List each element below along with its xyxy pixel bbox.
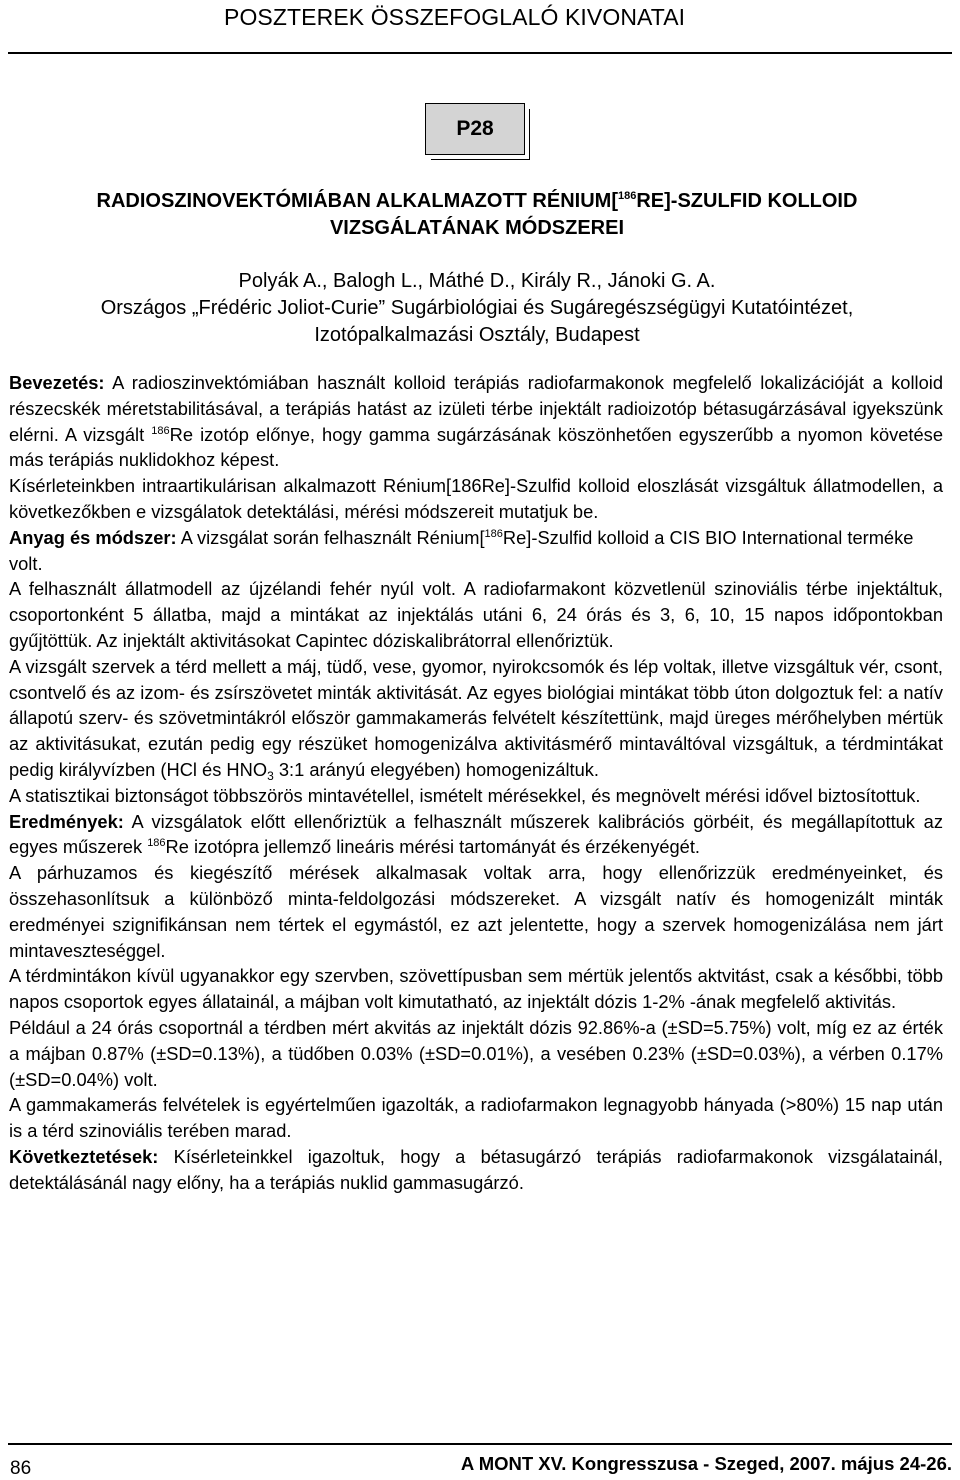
footer-divider: [8, 1443, 952, 1445]
conclusion-heading: Következtetések:: [9, 1145, 159, 1167]
page-number: 86: [10, 1458, 32, 1479]
results-text-a: A vizsgálatok előtt ellenőriztük a felhasznált műszerek kalibrációs görbéit, és megállapítottuk az egyes műszerek: [9, 810, 943, 858]
methods-p3-text-a: A vizsgált szervek a térd mellett a máj, tüdő, vese, gyomor, nyirokcsomók és lép voltak, illetve vizsgáltuk vér, csont, csontvelő és az izom- és zsírszövetet minták aktivitását. Az egyes biológiai mintákat több úton dolgoztuk fel: a natív állapotú szerv- és szövetmintákról először gammakamerás felvételt készítettünk, majd üreges mérőhelyben mértük az aktivitásukat, ezután pedig egy részüket homogenizálva aktivitásmérő mintaváltóval vizsgáltuk, a térdmintákat pedig királyvízben (HCl és HNO: [9, 655, 943, 780]
poster-id-box: [425, 103, 525, 155]
results-paragraph: [9, 809, 943, 861]
conclusion-paragraph: [9, 1144, 943, 1196]
results-paragraph-2: A párhuzamos és kiegészítő mérések alkalmasak voltak arra, hogy ellenőrizzük eredményeinket, és összehasonlítsuk a különböző minta-feldolgozási módszereket. A vizsgált natív és homogenizált minták eredményei szignifikánsan nem tértek el egymástól, ez azt jelentette, hogy a szervek homogenizálása nem járt mintaveszteséggel.: [9, 862, 943, 961]
poster-id-label: P28: [456, 117, 494, 140]
title-line-1-start: RADIOSZINOVEKTÓMIÁBAN ALKALMAZOTT RÉNIUM[: [96, 190, 618, 212]
results-heading: Eredmények:: [9, 810, 124, 832]
intro-paragraph: [9, 370, 943, 473]
results-paragraph-5: A gammakamerás felvételek is egyértelműen igazolták, a radiofarmakon legnagyobb hányada (>80%) 15 nap után is a térd szinoviális terében marad.: [9, 1094, 943, 1142]
results-paragraph-4: Például a 24 órás csoportnál a térdben mért akvitás az injektált dózis 92.86%-a (±SD=5.75%) volt, míg ez az érték a májban 0.87% (±SD=0.13%), a tüdőben 0.03% (±SD=0.01%), a vesében 0.23% (±SD=0.03%), a vérben 0.17% (±SD=0.04%) volt.: [9, 1016, 943, 1090]
abstract-title: [0, 188, 954, 242]
intro-text-b: Re izotóp előnye, hogy gamma sugárzásának köszönhetően egyszerűbb a nyomon követése más terápiás nuklidokhoz képest.: [9, 423, 943, 471]
intro-text-a: A radioszinvektómiában használt kolloid terápiás radiofarmakonok megfelelő lokalizációját a kolloid részecskék méretstabilitásával, a terápiás hatást az izületi térbe injektált radioizotóp bétasugárzásával igyekszünk elérni. A vizsgált: [9, 372, 943, 445]
nitric-acid-subscript: 3: [267, 768, 274, 783]
title-line-1-end: RE]-SZULFID KOLLOID: [636, 190, 858, 212]
author-block: [0, 268, 954, 349]
intro-heading: Bevezetés:: [9, 372, 105, 393]
footer-meeting-info: A MONT XV. Kongresszusa - Szeged, 2007. május 24-26.: [460, 1453, 952, 1474]
intro-isotope-mass: 186: [151, 424, 170, 437]
results-isotope-mass: 186: [147, 837, 166, 850]
methods-isotope-mass: 186: [484, 527, 503, 540]
title-line-1: [0, 188, 954, 215]
methods-paragraph-3: [9, 654, 943, 783]
results-paragraph-3: A térdmintákon kívül ugyanakkor egy szervben, szövettípusban sem mértük jelentős aktvitást, csak a későbbi, több napos csoportok egyes állatainál, a májban volt kimutatható, az injektált dózis 1-2% -ának megfelelő aktivitás.: [9, 965, 943, 1013]
author-names: Polyák A., Balogh L., Máthé D., Király R., Jánoki G. A.: [238, 270, 716, 292]
title-line-2: VIZSGÁLATÁNAK MÓDSZEREI: [329, 217, 625, 239]
methods-paragraph-4: A statisztikai biztonságot többszörös mintavétellel, ismételt mérésekkel, és megnövelt mérési idővel biztosítottuk.: [9, 784, 921, 806]
abstract-body: [9, 370, 943, 1196]
affiliation-line-2: Izotópalkalmazási Osztály, Budapest: [314, 324, 640, 346]
methods-text-b: Re]-Szulfid kolloid a CIS BIO International terméke volt.: [9, 526, 914, 574]
conclusion-text: Kísérleteinkkel igazoltuk, hogy a bétasugárzó terápiás radiofarmakonok vizsgálatainál, detektálásánál nagy előny, ha a terápiás nuklid gammasugárzó.: [9, 1145, 943, 1193]
methods-p3-text-b: 3:1 arányú elegyében) homogenizáltuk.: [273, 758, 599, 780]
header-divider: [8, 52, 952, 54]
affiliation-line-1: Országos „Frédéric Joliot-Curie” Sugárbiológiai és Sugáregészségügyi Kutatóintézet,: [100, 297, 854, 319]
methods-text-a: A vizsgálat során felhasznált Rénium[: [176, 526, 485, 548]
running-header: POSZTEREK ÖSSZEFOGLALÓ KIVONATAI: [224, 4, 686, 30]
results-text-b: Re izotópra jellemző lineáris mérési tartományát és érzékenyégét.: [165, 836, 701, 858]
methods-paragraph: [9, 525, 943, 577]
methods-heading: Anyag és módszer:: [9, 526, 177, 548]
intro-paragraph-2: Kísérleteinkben intraartikulárisan alkalmazott Rénium[186Re]-Szulfid kolloid eloszlását vizsgáltuk állatmodellen, a következőkben e vizsgálatok detektálási, mérési módszereit mutatjuk be.: [9, 475, 943, 522]
title-isotope-mass: 186: [617, 190, 637, 202]
methods-paragraph-2: A felhasznált állatmodell az újzélandi fehér nyúl volt. A radiofarmakont közvetlenül szinoviális térbe injektáltuk, csoportonként 5 állatba, majd a mintákat az injektálás utáni 6, 24 órás és 3, 6, 10, 15 napos időpontokban gyűjtöttük. Az injektált aktivitásokat Capintec dóziskalibrátorral ellenőriztük.: [9, 578, 943, 651]
